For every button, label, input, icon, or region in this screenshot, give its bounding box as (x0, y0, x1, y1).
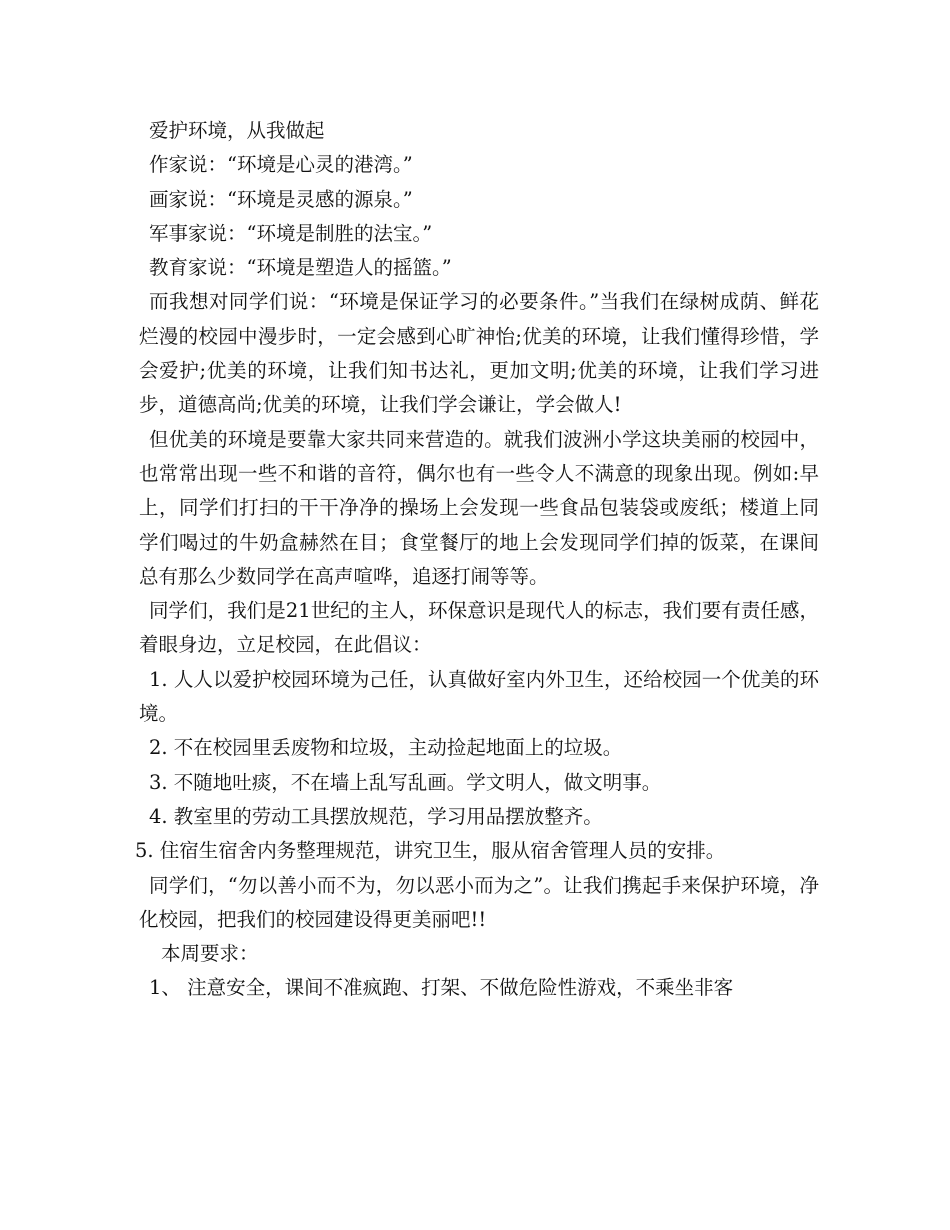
quote-writer: 作家说：“环境是心灵的港湾。” (149, 153, 413, 177)
paragraph-intro: 而我想对同学们说：“环境是保证学习的必要条件。”当我们在绿树成荫、鲜花烂漫的校园中漫步时，一定会感到心旷神怡;优美的环境，让我们懂得珍惜，学会爱护;优美的环境，让我们知书达礼，更加文明;优美的环境，让我们学习进步，道德高尚;优美的环境，让我们学会谦让，学会做人! (139, 290, 819, 417)
paragraph-problems: 但优美的环境是要靠大家共同来营造的。就我们波洲小学这块美丽的校园中，也常常出现一些不和谐的音符，偶尔也有一些令人不满意的现象出现。例如:早上，同学们打扫的干干净净的操场上会发现一些食品包装袋或废纸；楼道上同学们喝过的牛奶盒赫然在目；食堂餐厅的地上会发现同学们掉的饭菜，在课间总有那么少数同学在高声喧哗，追逐打闹等等。 (139, 427, 819, 588)
quote-painter: 画家说：“环境是灵感的源泉。” (149, 187, 413, 211)
proposal-item-4: 4. 教室里的劳动工具摆放规范，学习用品摆放整齐。 (149, 804, 603, 828)
requirement-item-1: 1、 注意安全，课间不准疯跑、打架、不做危险性游戏，不乘坐非客 (149, 976, 734, 1000)
paragraph-call: 同学们，我们是21世纪的主人，环保意识是现代人的标志，我们要有责任感，着眼身边，立足校园，在此倡议： (139, 599, 819, 657)
doc-title-line: 爱护环境，从我做起 (149, 119, 325, 142)
proposal-item-5: 5. 住宿生宿舍内务整理规范，讲究卫生，服从宿舍管理人员的安排。 (135, 839, 726, 863)
quote-strategist: 军事家说：“环境是制胜的法宝。” (149, 221, 433, 245)
paragraph-closing: 同学们，“勿以善小而不为，勿以恶小而为之”。让我们携起手来保护环境，净化校园，把我们的校园建设得更美丽吧!! (139, 873, 819, 931)
proposal-item-2: 2. 不在校园里丢废物和垃圾，主动捡起地面上的垃圾。 (149, 736, 623, 760)
document-body (135, 114, 819, 1006)
proposal-item-3: 3. 不随地吐痰，不在墙上乱写乱画。学文明人，做文明事。 (149, 770, 662, 794)
proposal-item-1: 1. 人人以爱护校园环境为己任，认真做好室内外卫生，还给校园一个优美的环境。 (139, 667, 819, 726)
quote-educator: 教育家说：“环境是塑造人的摇篮。” (149, 256, 452, 280)
weekly-requirements-heading: 本周要求： (161, 942, 259, 966)
